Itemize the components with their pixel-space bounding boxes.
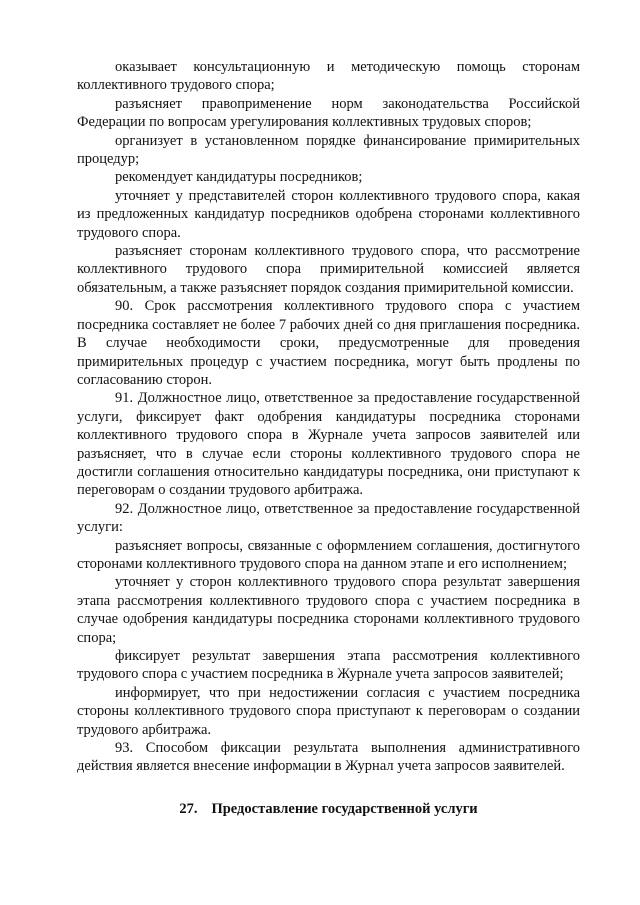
section-title: Предоставление государственной услуги [211, 800, 478, 817]
paragraph-item-90: 90. Срок рассмотрения коллективного трудового спора с участием посредника составляет не более 7 рабочих дней со дня приглашения посредника. В случае необходимости сроки, предусмотренные для проведения примирительных процедур с участием посредника, могут быть продлены по согласованию сторон. [77, 298, 580, 388]
section-number: 27. [179, 800, 198, 817]
paragraph: уточняет у сторон коллективного трудового спора результат завершения этапа рассмотрения коллективного трудового спора с участием посредника в случае одобрения кандидатуры посредника сторонами коллективного трудового спора; [77, 574, 580, 646]
document-page [77, 58, 580, 818]
paragraph: разъясняет вопросы, связанные с оформлением соглашения, достигнутого сторонами коллективного трудового спора на данном этапе и его исполнением; [77, 537, 580, 572]
paragraph: уточняет у представителей сторон коллективного трудового спора, какая из предложенных кандидатур посредников одобрена сторонами коллективного трудового спора. [77, 187, 580, 241]
paragraph: организует в установленном порядке финансирование примирительных процедур; [77, 132, 580, 168]
paragraph-item-91: 91. Должностное лицо, ответственное за предоставление государственной услуги, фиксирует факт одобрения кандидатуры посредника сторонами коллективного трудового спора в Журнале учета запросов заявителей или разъясняет, что в случае если стороны коллективного трудового спора не достигли соглашения относительно кандидатуры посредника, они приступают к переговорам о создании трудового арбитража. [77, 390, 580, 499]
paragraph-item-92: 92. Должностное лицо, ответственное за предоставление государственной услуги: [77, 500, 580, 536]
paragraph: фиксирует результат завершения этапа рассмотрения коллективного трудового спора с участием посредника в Журнале учета запросов заявителей; [77, 648, 580, 683]
paragraph-item-93: 93. Способом фиксации результата выполнения административного действия является внесение информации в Журнал учета запросов заявителей. [77, 740, 580, 775]
paragraph: разъясняет сторонам коллективного трудового спора, что рассмотрение коллективного трудового спора примирительной комиссией является обязательным, а также разъясняет порядок создания примирительной комиссии. [77, 243, 580, 296]
paragraph: разъясняет правоприменение норм законодательства Российской Федерации по вопросам урегулирования коллективных трудовых споров; [77, 95, 580, 131]
section-heading [77, 800, 580, 818]
paragraph: оказывает консультационную и методическую помощь сторонам коллективного трудового спора; [77, 59, 580, 94]
paragraph: информирует, что при недостижении согласия с участием посредника стороны коллективного трудового спора приступают к переговорам о создании трудового арбитража. [77, 684, 580, 738]
paragraph: рекомендует кандидатуры посредников; [115, 169, 363, 186]
